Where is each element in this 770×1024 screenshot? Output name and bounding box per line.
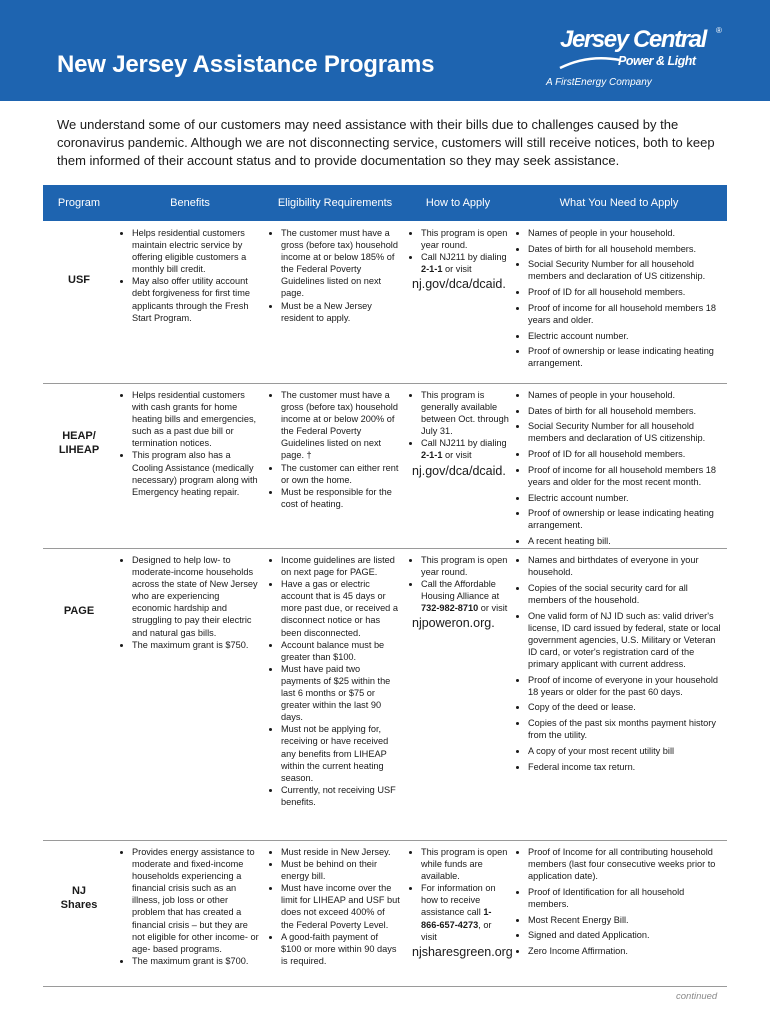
continued-note: continued (676, 991, 718, 1002)
table-header-row (43, 185, 727, 221)
apply-instruction-text: Call NJ211 by dialing (421, 438, 507, 449)
list-item: • Copies of the social security card for all members of the household. (528, 582, 724, 606)
list-item: • Proof of Identification for all household members. (528, 886, 724, 910)
list-item: • Federal income tax return. (528, 761, 724, 773)
apply-or-visit-text: or visit (478, 603, 508, 614)
what-you-need-cell (519, 227, 724, 373)
website-link[interactable]: nj.gov/dca/dcaid. (412, 463, 506, 478)
list-item: • Must be a New Jersey resident to apply. (281, 300, 400, 324)
table-row (43, 840, 727, 987)
header-what-you-need: What You Need to Apply (559, 197, 679, 209)
list-item: • Have a gas or electric account that is 45 days or more past due, or received a disconnect notice or has been disconnected. (281, 578, 400, 638)
header-banner (0, 0, 770, 101)
list-item: • Proof of Income for all contributing household members (last four consecutive weeks prior to application date). (528, 846, 724, 882)
eligibility-cell (272, 389, 400, 510)
apply-instruction-text: Call NJ211 by dialing (421, 252, 507, 263)
list-item: • Most Recent Energy Bill. (528, 914, 724, 926)
header-benefits: Benefits (170, 197, 210, 209)
header-eligibility: Eligibility Requirements (277, 197, 393, 209)
what-you-need-cell (519, 846, 724, 961)
list-item: • Income guidelines are listed on next page for PAGE. (281, 554, 400, 578)
list-item: • Must have income over the limit for LIHEAP and USF but does not exceed 400% of the Federal Poverty Level. (281, 882, 400, 930)
list-item: • Proof of ID for all household members. (528, 448, 724, 460)
list-item (421, 882, 509, 942)
program-name: PAGE (63, 605, 95, 617)
table-row (43, 548, 727, 841)
list-item: • Dates of birth for all household members. (528, 243, 724, 255)
website-link[interactable]: nj.gov/dca/dcaid. (412, 277, 506, 292)
logo-main-text: Jersey Central (560, 26, 706, 53)
logo-registered-mark: ® (716, 26, 722, 35)
list-item: • This program also has a Cooling Assistance (medically necessary) program along with Emergency heating repair. (132, 449, 261, 497)
list-item: • Proof of income for all household members 18 years and older. (528, 302, 724, 326)
program-name: NJ Shares (60, 885, 98, 911)
list-item: • A good-faith payment of $100 or more within 90 days is required. (281, 931, 400, 967)
table-row (43, 221, 727, 384)
apply-or-visit-text: or visit (442, 450, 472, 461)
apply-or-visit-text: or visit (442, 264, 472, 275)
program-name: HEAP/ LIHEAP (58, 430, 100, 456)
list-item: • The customer must have a gross (before tax) household income at or below 200% of the Federal Poverty Guidelines listed on next page. † (281, 389, 400, 462)
list-item (421, 251, 509, 275)
list-item: • Names and birthdates of everyone in your household. (528, 554, 724, 578)
list-item: • Currently, not receiving USF benefits. (281, 784, 400, 808)
apply-or-visit-text: , or visit (421, 919, 492, 942)
list-item: • This program is open year round. (421, 227, 509, 251)
list-item: • Helps residential customers maintain electric service by offering eligible customers a monthly bill credit. (132, 227, 261, 275)
list-item: • This program is open while funds are available. (421, 846, 509, 882)
how-to-apply-cell (412, 846, 513, 960)
eligibility-cell (272, 846, 400, 967)
list-item: • Proof of ID for all household members. (528, 286, 724, 298)
company-logo (546, 22, 726, 92)
table-row (43, 383, 727, 549)
list-item: • Must be behind on their energy bill. (281, 858, 400, 882)
list-item: • Proof of income for all household members 18 years and older for the most recent month. (528, 464, 724, 488)
list-item: • Must have paid two payments of $25 within the last 6 months or $75 or greater within the last 90 days. (281, 663, 400, 723)
list-item: • Proof of income of everyone in your household 18 years or older for the past 60 days. (528, 674, 724, 698)
list-item: • Copy of the deed or lease. (528, 701, 724, 713)
list-item: • Account balance must be greater than $100. (281, 639, 400, 663)
list-item: • Social Security Number for all household members and declaration of US citizenship. (528, 258, 724, 282)
list-item: • The customer must have a gross (before tax) household income at or below 185% of the Federal Poverty Guidelines listed on next page. (281, 227, 400, 300)
list-item: • Proof of ownership or lease indicating heating arrangement. (528, 507, 724, 531)
intro-paragraph: We understand some of our customers may need assistance with their bills due to challenges caused by the coronavirus pandemic. Although we are not disconnecting service, customers will still receive notices, both to keep them informed of their account status and to provide documentation so they may seek assistance. (57, 117, 715, 168)
list-item: • This program is generally available between Oct. through July 31. (421, 389, 509, 437)
benefits-cell (123, 389, 261, 498)
how-to-apply-cell (412, 389, 509, 479)
header-how-to-apply: How to Apply (425, 197, 491, 209)
eligibility-cell (272, 227, 400, 324)
list-item: • The maximum grant is $750. (132, 639, 261, 651)
list-item: • A copy of your most recent utility bill (528, 745, 724, 757)
list-item: • Provides energy assistance to moderate and fixed-income households experiencing a financial crisis such as an illness, job loss or other problem that has created a financial crisis – but they are not eligible for other income- or age- based programs. (132, 846, 261, 955)
list-item: • Copies of the past six months payment history from the utility. (528, 717, 724, 741)
how-to-apply-cell (412, 227, 509, 292)
list-item: • Helps residential customers with cash grants for home heating bills and emergencies, such as a past due bill or termination notices. (132, 389, 261, 449)
apply-instruction-text: Call the Affordable Housing Alliance at (421, 579, 500, 602)
logo-tagline: A FirstEnergy Company (546, 77, 652, 88)
list-item: • Must not be applying for, receiving or have received any benefits from LIHEAP within the current heating season. (281, 723, 400, 783)
list-item: • This program is open year round. (421, 554, 509, 578)
list-item: • Must be responsible for the cost of heating. (281, 486, 400, 510)
phone-number: 2-1-1 (421, 450, 443, 461)
list-item: • The customer can either rent or own the home. (281, 462, 400, 486)
list-item: • Must reside in New Jersey. (281, 846, 400, 858)
program-name: USF (68, 274, 90, 286)
how-to-apply-cell (412, 554, 509, 631)
website-link[interactable]: njsharesgreen.org (412, 944, 513, 959)
list-item: • One valid form of NJ ID such as: valid driver's license, ID card issued by federal, state or local government agencies, U.S. Military or Veteran ID card, or voter's registration card of the primary applicant with current address. (528, 610, 724, 670)
logo-sub-text: Power & Light (618, 54, 696, 68)
list-item: • The maximum grant is $700. (132, 955, 261, 967)
phone-number: 2-1-1 (421, 264, 443, 275)
phone-number: 732-982-8710 (421, 603, 479, 614)
eligibility-cell (272, 554, 400, 808)
list-item: • Proof of ownership or lease indicating heating arrangement. (528, 345, 724, 369)
benefits-cell (123, 227, 261, 324)
what-you-need-cell (519, 554, 724, 776)
list-item: • Dates of birth for all household members. (528, 405, 724, 417)
list-item: • Electric account number. (528, 492, 724, 504)
header-program: Program (57, 197, 101, 209)
benefits-cell (123, 554, 261, 651)
phone-number: 1-866-657-4273 (421, 907, 492, 930)
logo-swoosh-icon (558, 52, 622, 72)
list-item: • Zero Income Affirmation. (528, 945, 724, 957)
page-title: New Jersey Assistance Programs (57, 51, 435, 78)
list-item: • Names of people in your household. (528, 389, 724, 401)
list-item: • Social Security Number for all household members and declaration of US citizenship. (528, 420, 724, 444)
list-item (421, 578, 509, 614)
list-item: • May also offer utility account debt forgiveness for first time applicants through the Fresh Start Program. (132, 275, 261, 323)
list-item: • Signed and dated Application. (528, 929, 724, 941)
benefits-cell (123, 846, 261, 967)
list-item: • A recent heating bill. (528, 535, 724, 547)
list-item (421, 437, 509, 461)
what-you-need-cell (519, 389, 724, 551)
list-item: • Electric account number. (528, 330, 724, 342)
list-item: • Designed to help low- to moderate-income households across the state of New Jersey who are experiencing economic hardship and struggling to pay their electric and natural gas bills. (132, 554, 261, 639)
apply-instruction-text: For information on how to receive assistance call (421, 883, 496, 918)
list-item: • Names of people in your household. (528, 227, 724, 239)
website-link[interactable]: njpoweron.org. (412, 616, 495, 631)
